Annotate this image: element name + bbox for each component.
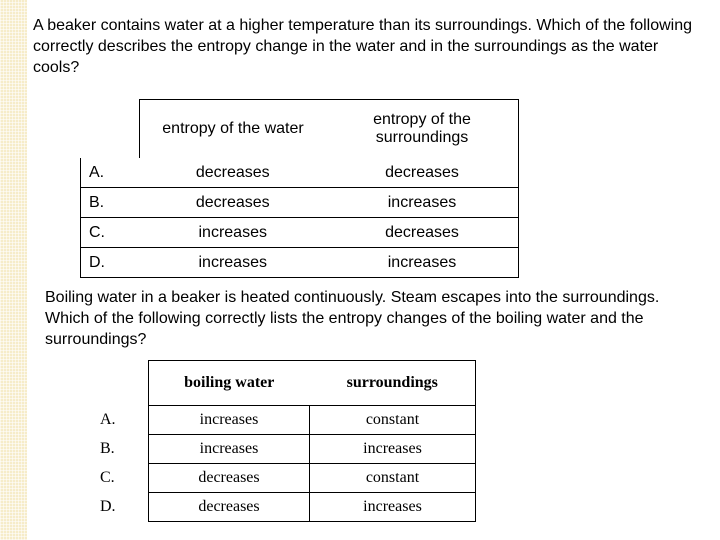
header-boiling-water: boiling water: [149, 361, 310, 406]
cell-surroundings: decreases: [327, 158, 519, 188]
table-row: [90, 406, 476, 435]
cell-surroundings: increases: [327, 248, 519, 278]
table-row: [81, 158, 519, 188]
option-label: D.: [81, 248, 140, 278]
decorative-side-stripe: [0, 0, 27, 540]
option-label: C.: [81, 218, 140, 248]
option-label: C.: [90, 464, 149, 493]
table-row: [81, 188, 519, 218]
option-label: A.: [81, 158, 140, 188]
option-label: B.: [81, 188, 140, 218]
header-entropy-water: entropy of the water: [139, 100, 327, 159]
cell-surroundings: constant: [310, 464, 476, 493]
cell-surroundings: increases: [327, 188, 519, 218]
cell-boiling-water: increases: [149, 435, 310, 464]
header-entropy-surroundings: entropy of the surroundings: [327, 100, 519, 159]
cell-boiling-water: decreases: [149, 464, 310, 493]
question-2-table: [90, 360, 476, 522]
cell-surroundings: constant: [310, 406, 476, 435]
cell-surroundings: decreases: [327, 218, 519, 248]
question-1-text: A beaker contains water at a higher temperature than its surroundings. Which of the following correctly describes the entropy change in the water and in the surroundings as the water cools?: [33, 17, 693, 76]
cell-surroundings: increases: [310, 493, 476, 522]
cell-water: decreases: [139, 188, 327, 218]
table-header-row: [81, 100, 519, 159]
question-1-table: [80, 99, 519, 278]
table-row: [90, 493, 476, 522]
cell-water: increases: [139, 248, 327, 278]
table-header-row: [90, 361, 476, 406]
cell-water: decreases: [139, 158, 327, 188]
table-row: [90, 464, 476, 493]
cell-water: increases: [139, 218, 327, 248]
option-label: B.: [90, 435, 149, 464]
question-2-text: Boiling water in a beaker is heated continuously. Steam escapes into the surroundings. Which of the following correctly lists the entropy changes of the boiling water and the surroundings?: [45, 289, 660, 348]
cell-boiling-water: decreases: [149, 493, 310, 522]
option-label: A.: [90, 406, 149, 435]
table-row: [90, 435, 476, 464]
table-row: [81, 218, 519, 248]
cell-boiling-water: increases: [149, 406, 310, 435]
option-label: D.: [90, 493, 149, 522]
header-surroundings: surroundings: [310, 361, 476, 406]
cell-surroundings: increases: [310, 435, 476, 464]
table-row: [81, 248, 519, 278]
